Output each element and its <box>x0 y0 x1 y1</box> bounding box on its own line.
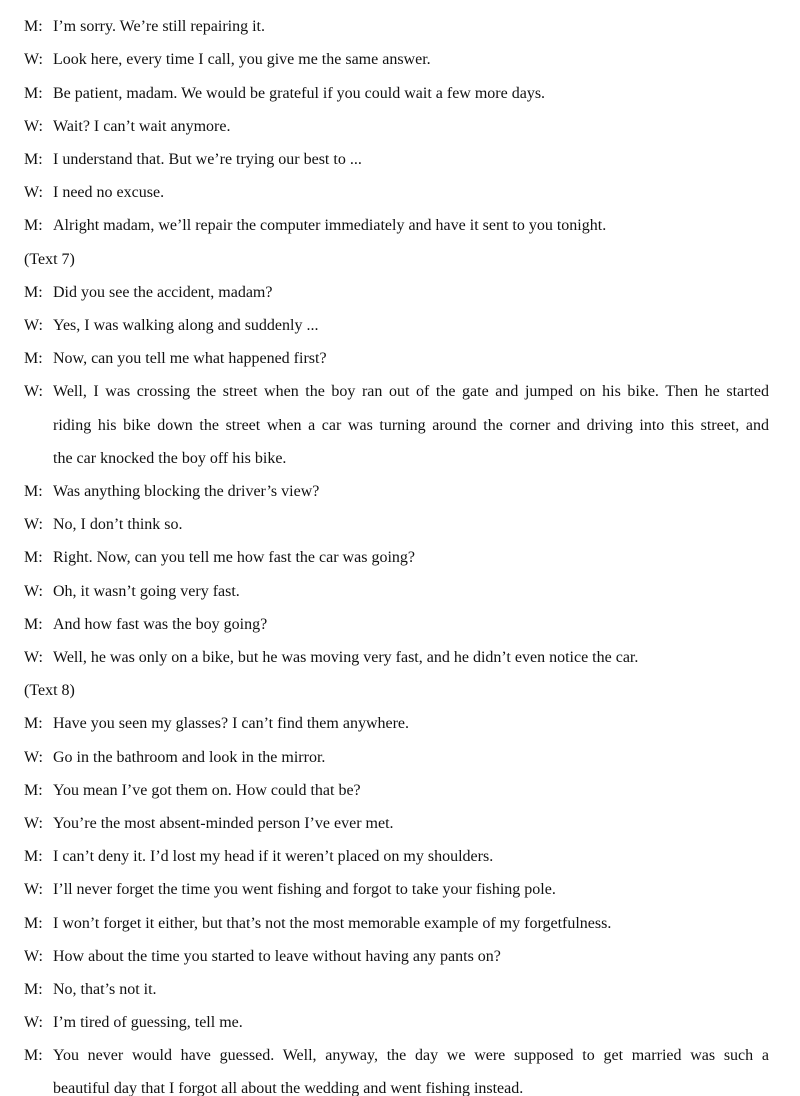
dialogue-line <box>24 615 769 635</box>
line-text: You’re the most absent-minded person I’ve ever met. <box>53 815 394 832</box>
dialogue-line <box>24 980 769 1000</box>
speaker-label: W: <box>24 815 43 832</box>
dialogue-line <box>24 349 769 369</box>
line-text: Oh, it wasn’t going very fast. <box>53 583 240 600</box>
speaker-label: M: <box>24 616 43 633</box>
dialogue-line <box>24 781 769 801</box>
line-text: Did you see the accident, madam? <box>53 284 273 301</box>
dialogue-line <box>24 216 769 236</box>
dialogue-line <box>24 1013 769 1033</box>
line-text: I’ll never forget the time you went fishing and forgot to take your fishing pole. <box>53 881 556 898</box>
dialogue-line <box>24 748 769 768</box>
dialogue-line <box>24 50 769 70</box>
line-text: Wait? I can’t wait anymore. <box>53 118 231 135</box>
speaker-label: W: <box>24 948 43 965</box>
section-heading-text: (Text 8) <box>24 682 75 699</box>
speaker-label: W: <box>24 516 43 533</box>
dialogue-line-continuation <box>53 449 769 469</box>
line-text: the car knocked the boy off his bike. <box>53 450 287 467</box>
dialogue-line <box>24 382 769 402</box>
speaker-label: M: <box>24 18 43 35</box>
speaker-label: W: <box>24 51 43 68</box>
line-text: Alright madam, we’ll repair the computer immediately and have it sent to you tonight. <box>53 217 607 234</box>
speaker-label: W: <box>24 1014 43 1031</box>
dialogue-line <box>24 283 769 303</box>
line-text: I can’t deny it. I’d lost my head if it weren’t placed on my shoulders. <box>53 848 494 865</box>
line-text: Now, can you tell me what happened first? <box>53 350 327 367</box>
dialogue-line <box>24 582 769 602</box>
line-text: Be patient, madam. We would be grateful if you could wait a few more days. <box>53 85 546 102</box>
dialogue-line <box>24 548 769 568</box>
line-text: How about the time you started to leave without having any pants on? <box>53 948 501 965</box>
dialogue-line <box>24 515 769 535</box>
speaker-label: W: <box>24 649 43 666</box>
section-heading-text: (Text 7) <box>24 251 75 268</box>
dialogue-line <box>24 17 769 37</box>
speaker-label: W: <box>24 184 43 201</box>
dialogue-line <box>24 947 769 967</box>
line-text: Well, he was only on a bike, but he was moving very fast, and he didn’t even notice the car. <box>53 649 639 666</box>
speaker-label: W: <box>24 583 43 600</box>
line-text: No, that’s not it. <box>53 981 157 998</box>
line-text: beautiful day that I forgot all about the wedding and went fishing instead. <box>53 1080 524 1096</box>
line-text: And how fast was the boy going? <box>53 616 268 633</box>
line-text: Yes, I was walking along and suddenly ... <box>53 317 319 334</box>
speaker-label: M: <box>24 915 43 932</box>
speaker-label: M: <box>24 483 43 500</box>
line-text: Have you seen my glasses? I can’t find them anywhere. <box>53 715 410 732</box>
dialogue-line <box>24 84 769 104</box>
line-text: Was anything blocking the driver’s view? <box>53 483 320 500</box>
line-text: Well, I was crossing the street when the boy ran out of the gate and jumped on his bike. Then he started <box>53 383 769 400</box>
speaker-label: M: <box>24 1047 43 1064</box>
dialogue-line-continuation <box>53 416 769 436</box>
line-text: You mean I’ve got them on. How could that be? <box>53 782 361 799</box>
line-text: I’m sorry. We’re still repairing it. <box>53 18 265 35</box>
line-text: I won’t forget it either, but that’s not the most memorable example of my forgetfulness. <box>53 915 612 932</box>
speaker-label: W: <box>24 749 43 766</box>
line-text: No, I don’t think so. <box>53 516 183 533</box>
line-text: I’m tired of guessing, tell me. <box>53 1014 243 1031</box>
dialogue-line <box>24 150 769 170</box>
dialogue-line <box>24 914 769 934</box>
section-heading <box>24 250 769 270</box>
dialogue-line <box>24 117 769 137</box>
speaker-label: W: <box>24 118 43 135</box>
line-text: You never would have guessed. Well, anyway, the day we were supposed to get married was such a <box>53 1047 769 1064</box>
speaker-label: W: <box>24 317 43 334</box>
speaker-label: M: <box>24 549 43 566</box>
section-heading <box>24 681 769 701</box>
line-text: riding his bike down the street when a car was turning around the corner and driving into this street, and <box>53 417 769 434</box>
line-text: I understand that. But we’re trying our best to ... <box>53 151 362 168</box>
speaker-label: W: <box>24 383 43 400</box>
speaker-label: M: <box>24 981 43 998</box>
line-text: Look here, every time I call, you give me the same answer. <box>53 51 431 68</box>
dialogue-line <box>24 814 769 834</box>
speaker-label: M: <box>24 350 43 367</box>
dialogue-line <box>24 1046 769 1066</box>
speaker-label: M: <box>24 85 43 102</box>
line-text: Right. Now, can you tell me how fast the car was going? <box>53 549 415 566</box>
line-text: I need no excuse. <box>53 184 165 201</box>
line-text: Go in the bathroom and look in the mirror. <box>53 749 326 766</box>
dialogue-line <box>24 482 769 502</box>
speaker-label: M: <box>24 217 43 234</box>
speaker-label: M: <box>24 151 43 168</box>
dialogue-line <box>24 714 769 734</box>
speaker-label: M: <box>24 782 43 799</box>
dialogue-line <box>24 183 769 203</box>
speaker-label: M: <box>24 715 43 732</box>
dialogue-line <box>24 648 769 668</box>
speaker-label: M: <box>24 284 43 301</box>
dialogue-line <box>24 316 769 336</box>
dialogue-line <box>24 880 769 900</box>
speaker-label: W: <box>24 881 43 898</box>
speaker-label: M: <box>24 848 43 865</box>
dialogue-line-continuation <box>53 1079 769 1096</box>
dialogue-line <box>24 847 769 867</box>
